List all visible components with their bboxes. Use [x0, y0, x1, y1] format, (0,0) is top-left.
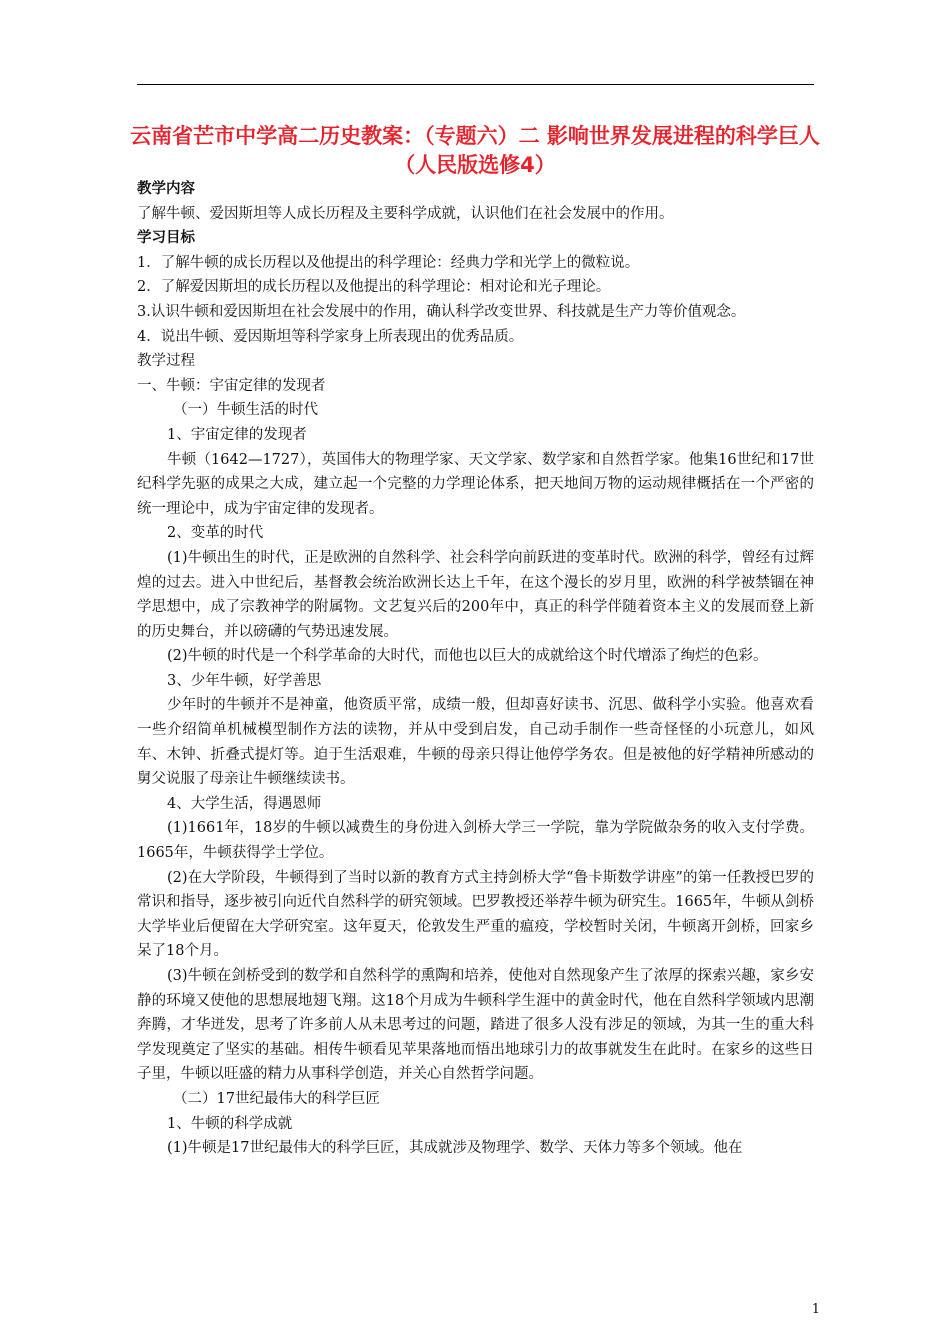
item-heading: 1、宇宙定律的发现者: [167, 426, 307, 443]
heading-teaching-content: 教学内容: [137, 181, 195, 197]
subsection-heading: （一）牛顿生活的时代: [173, 402, 318, 419]
item-heading: 4、大学生活，得遇恩师: [167, 795, 322, 812]
heading-teaching-process: 教学过程: [137, 353, 195, 370]
goal-item: 1．了解牛顿的成长历程以及他提出的科学理论：经典力学和光学上的微粒说。: [137, 254, 640, 271]
page-number: 1: [811, 1302, 820, 1317]
document-body: [137, 177, 814, 1161]
section-heading: 一、牛顿：宇宙定律的发现者: [137, 377, 326, 394]
paragraph: (1)牛顿是17世纪最伟大的科学巨匠，其成就涉及物理学、数学、天体力等多个领域。他在: [167, 1140, 743, 1157]
goal-item: 4．说出牛顿、爱因斯坦等科学家身上所表现出的优秀品质。: [137, 328, 524, 345]
item-heading: 3、少年牛顿，好学善思: [167, 672, 322, 689]
teaching-content-text: 了解牛顿、爱因斯坦等人成长历程及主要科学成就，认识他们在社会发展中的作用。: [137, 205, 674, 222]
paragraph: (1)1661年，18岁的牛顿以减费生的身份进入剑桥大学三一学院，靠为学院做杂务的收入支付学费。1665年，牛顿获得学士学位。: [137, 820, 814, 862]
paragraph: (3)牛顿在剑桥受到的数学和自然科学的熏陶和培养，使他对自然现象产生了浓厚的探索兴趣，家乡安静的环境又使他的思想展地翅飞翔。这18个月成为牛顿科学生涯中的黄金时代，他在自然科学领域内思潮奔腾，才华迸发，思考了许多前人从未思考过的问题，踏进了很多人没有涉足的领域，为其一生的重大科学发现奠定了坚实的基础。相传牛顿看见苹果落地而悟出地球引力的故事就发生在此时。在家乡的这些日子里，牛顿以旺盛的精力从事科学创造，并关心自然哲学问题。: [137, 968, 814, 1083]
document-title: 云南省芒市中学高二历史教案：（专题六）二 影响世界发展进程的科学巨人（人民版选修4）: [130, 124, 820, 177]
paragraph: 少年时的牛顿并不是神童，他资质平常，成绩一般，但却喜好读书、沉思、做科学小实验。他喜欢看一些介绍简单机械模型制作方法的读物，并从中受到启发，自己动手制作一些奇怪怪的小玩意儿，如风车、木钟、折叠式提灯等。迫于生活艰难，牛顿的母亲只得让他停学务农。但是被他的好学精神所感动的舅父说服了母亲让牛顿继续读书。: [137, 697, 814, 788]
paragraph: 牛顿（1642—1727），英国伟大的物理学家、天文学家、数学家和自然哲学家。他集16世纪和17世纪科学先驱的成果之大成，建立起一个完整的力学理论体系，把天地间万物的运动规律概括在一个严密的统一理论中，成为宇宙定律的发现者。: [137, 451, 814, 517]
paragraph: (2)牛顿的时代是一个科学革命的大时代，而他也以巨大的成就给这个时代增添了绚烂的色彩。: [167, 648, 768, 665]
subsection-heading: （二）17世纪最伟大的科学巨匠: [173, 1090, 380, 1107]
heading-learning-goals: 学习目标: [137, 230, 195, 247]
goal-item: 2．了解爱因斯坦的成长历程以及他提出的科学理论：相对论和光子理论。: [137, 279, 611, 296]
header-rule: [137, 84, 814, 85]
paragraph: (1)牛顿出生的时代，正是欧洲的自然科学、社会科学向前跃进的变革时代。欧洲的科学，曾经有过辉煌的过去。进入中世纪后，基督教会统治欧洲长达上千年，在这个漫长的岁月里，欧洲的科学被禁锢在神学思想中，成了宗教神学的附属物。文艺复兴后的200年中，真正的科学伴随着资本主义的发展而登上新的历史舞台，并以磅礴的气势迅速发展。: [137, 549, 814, 640]
item-heading: 1、牛顿的科学成就: [167, 1115, 293, 1132]
item-heading: 2、变革的时代: [167, 525, 264, 542]
goal-item: 3.认识牛顿和爱因斯坦在社会发展中的作用，确认科学改变世界、科技就是生产力等价值观念。: [137, 303, 746, 320]
paragraph: (2)在大学阶段，牛顿得到了当时以新的教育方式主持剑桥大学“鲁卡斯数学讲座”的第一任教授巴罗的常识和指导，逐步被引向近代自然科学的研究领域。巴罗教授还举荐牛顿为研究生。1665年，牛顿从剑桥大学毕业后便留在大学研究室。这年夏天，伦敦发生严重的瘟疫，学校暂时关闭，牛顿离开剑桥，回家乡呆了18个月。: [137, 869, 814, 960]
